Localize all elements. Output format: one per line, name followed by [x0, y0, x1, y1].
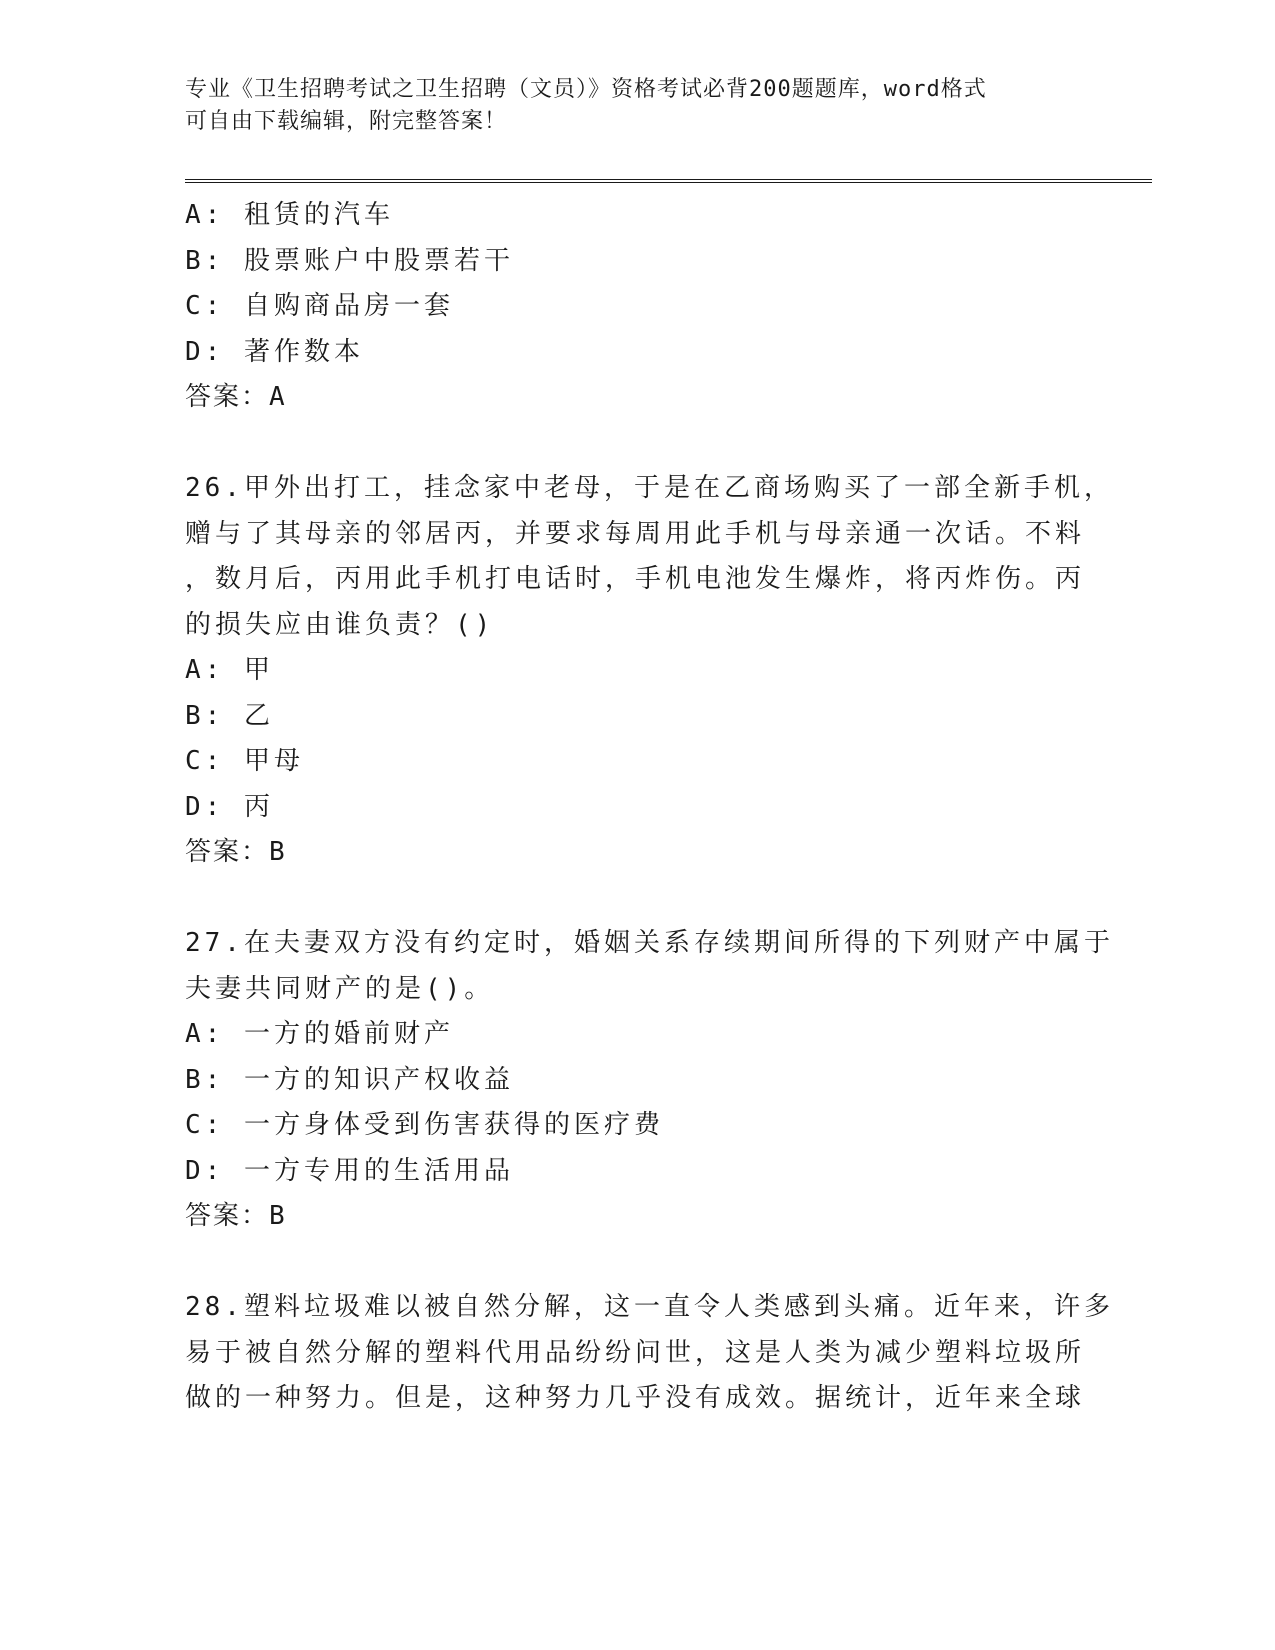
- question-stem-line: 夫妻共同财产的是()。: [185, 973, 495, 1004]
- option-d: D: 一方专用的生活用品: [185, 1155, 514, 1186]
- question-stem-line: 27.在夫妻双方没有约定时，婚姻关系存续期间所得的下列财产中属于: [185, 928, 1114, 958]
- question-28: [185, 1285, 1114, 1422]
- question-stem-line: 28.塑料垃圾难以被自然分解，这一直令人类感到头痛。近年来，许多: [185, 1292, 1114, 1322]
- option-c: C: 自购商品房一套: [185, 291, 454, 321]
- question-stem-line: 易于被自然分解的塑料代用品纷纷问世，这是人类为减少塑料垃圾所: [185, 1337, 1086, 1368]
- option-c: C: 一方身体受到伤害获得的医疗费: [185, 1110, 664, 1140]
- option-b: B: 股票账户中股票若干: [185, 245, 514, 276]
- header-line-1: 专业《卫生招聘考试之卫生招聘（文员）》资格考试必背200题题库，word格式: [185, 77, 987, 102]
- option-c: C: 甲母: [185, 746, 304, 776]
- header-divider: [185, 179, 1152, 183]
- question-25-tail: [185, 193, 1075, 421]
- option-b: B: 乙: [185, 700, 274, 731]
- question-stem-line: ，数月后，丙用此手机打电话时，手机电池发生爆炸，将丙炸伤。丙: [185, 564, 1086, 594]
- answer-line: 答案：A: [185, 382, 287, 412]
- document-header: [185, 74, 1065, 138]
- spacer: [185, 1240, 1075, 1286]
- spacer: [185, 421, 1075, 467]
- question-26: [185, 466, 1114, 876]
- option-d: D: 丙: [185, 791, 274, 822]
- option-a: A: 甲: [185, 655, 274, 685]
- option-b: B: 一方的知识产权收益: [185, 1064, 514, 1095]
- question-stem-line: 的损失应由谁负责？(): [185, 609, 495, 640]
- header-line-2: 可自由下载编辑，附完整答案！: [185, 109, 508, 134]
- answer-line: 答案：B: [185, 837, 287, 867]
- spacer: [185, 876, 1075, 922]
- answer-line: 答案：B: [185, 1201, 287, 1231]
- option-a: A: 租赁的汽车: [185, 200, 394, 230]
- option-a: A: 一方的婚前财产: [185, 1019, 454, 1049]
- question-27: [185, 921, 1114, 1240]
- question-stem-line: 做的一种努力。但是，这种努力几乎没有成效。据统计，近年来全球: [185, 1383, 1086, 1413]
- question-stem-line: 26.甲外出打工，挂念家中老母，于是在乙商场购买了一部全新手机，: [185, 473, 1114, 503]
- question-stem-line: 赠与了其母亲的邻居丙，并要求每周用此手机与母亲通一次话。不料: [185, 518, 1086, 549]
- document-body: [185, 193, 1114, 1422]
- option-d: D: 著作数本: [185, 336, 364, 367]
